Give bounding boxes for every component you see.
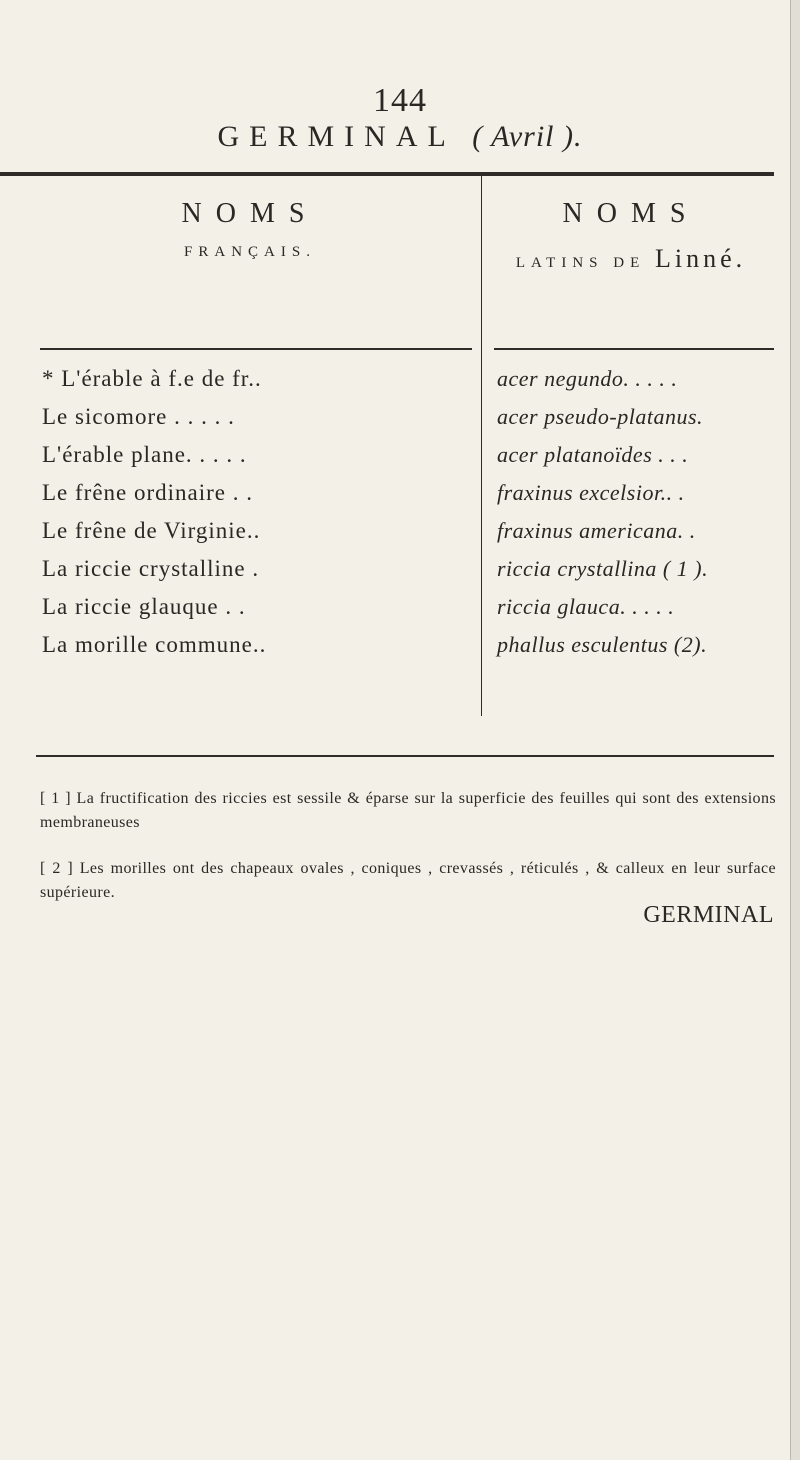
latin-name: fraxinus americana. .	[497, 518, 696, 543]
latin-header-subtitle	[488, 244, 774, 274]
french-name: La riccie crystalline .	[42, 556, 260, 581]
latin-name: acer platanoïdes . . .	[497, 442, 689, 467]
latin-name: riccia glauca. . . . .	[497, 594, 675, 619]
latin-name: fraxinus excelsior.. .	[497, 480, 685, 505]
latin-name: riccia crystallina ( 1 ).	[497, 556, 709, 581]
french-name: Le frêne ordinaire . .	[42, 480, 254, 505]
latin-name: acer negundo. . . . .	[497, 366, 678, 391]
page-number: 144	[373, 82, 427, 119]
page-edge	[790, 0, 800, 1460]
french-header-subtitle: FRANÇAIS.	[184, 244, 316, 260]
plant-names-table	[0, 360, 800, 664]
latin-header-prefix: LATINS DE	[515, 255, 655, 271]
french-name: Le frêne de Virginie..	[42, 518, 261, 543]
french-name: L'érable plane. . . . .	[42, 442, 247, 467]
footnote-1: [ 1 ] La fructification des riccies est sessile & éparse sur la superficie des feuilles qui sont des extensions membraneuses	[40, 790, 776, 831]
latin-header-title: NOMS	[562, 198, 700, 229]
table-row	[0, 398, 800, 436]
french-name: Le sicomore . . . . .	[42, 404, 235, 429]
table-row	[0, 626, 800, 664]
table-row	[0, 512, 800, 550]
running-head-title: GERMINAL	[217, 120, 455, 153]
french-names-header	[20, 198, 480, 261]
header-rule-right	[494, 348, 774, 350]
footnote-2: [ 2 ] Les morilles ont des chapeaux ovales , coniques , crevassés , réticulés , & calleux en leur surface supérieure.	[40, 860, 776, 901]
table-row	[0, 550, 800, 588]
footnote-rule	[36, 755, 774, 757]
running-head	[0, 120, 800, 154]
catchword: GERMINAL	[643, 902, 774, 928]
header-rule-left	[40, 348, 472, 350]
french-name: * L'érable à f.e de fr..	[42, 366, 262, 391]
latin-header-linne: Linné.	[655, 244, 747, 273]
french-name: La morille commune..	[42, 632, 267, 657]
top-rule	[0, 172, 774, 176]
running-head-month: ( Avril ).	[472, 120, 583, 153]
french-header-title: NOMS	[181, 198, 319, 229]
latin-name: phallus esculentus (2).	[497, 632, 708, 657]
table-row	[0, 436, 800, 474]
latin-name: acer pseudo-platanus.	[497, 404, 704, 429]
latin-names-header	[488, 198, 774, 274]
table-row	[0, 474, 800, 512]
table-row	[0, 360, 800, 398]
french-name: La riccie glauque . .	[42, 594, 246, 619]
table-row	[0, 588, 800, 626]
